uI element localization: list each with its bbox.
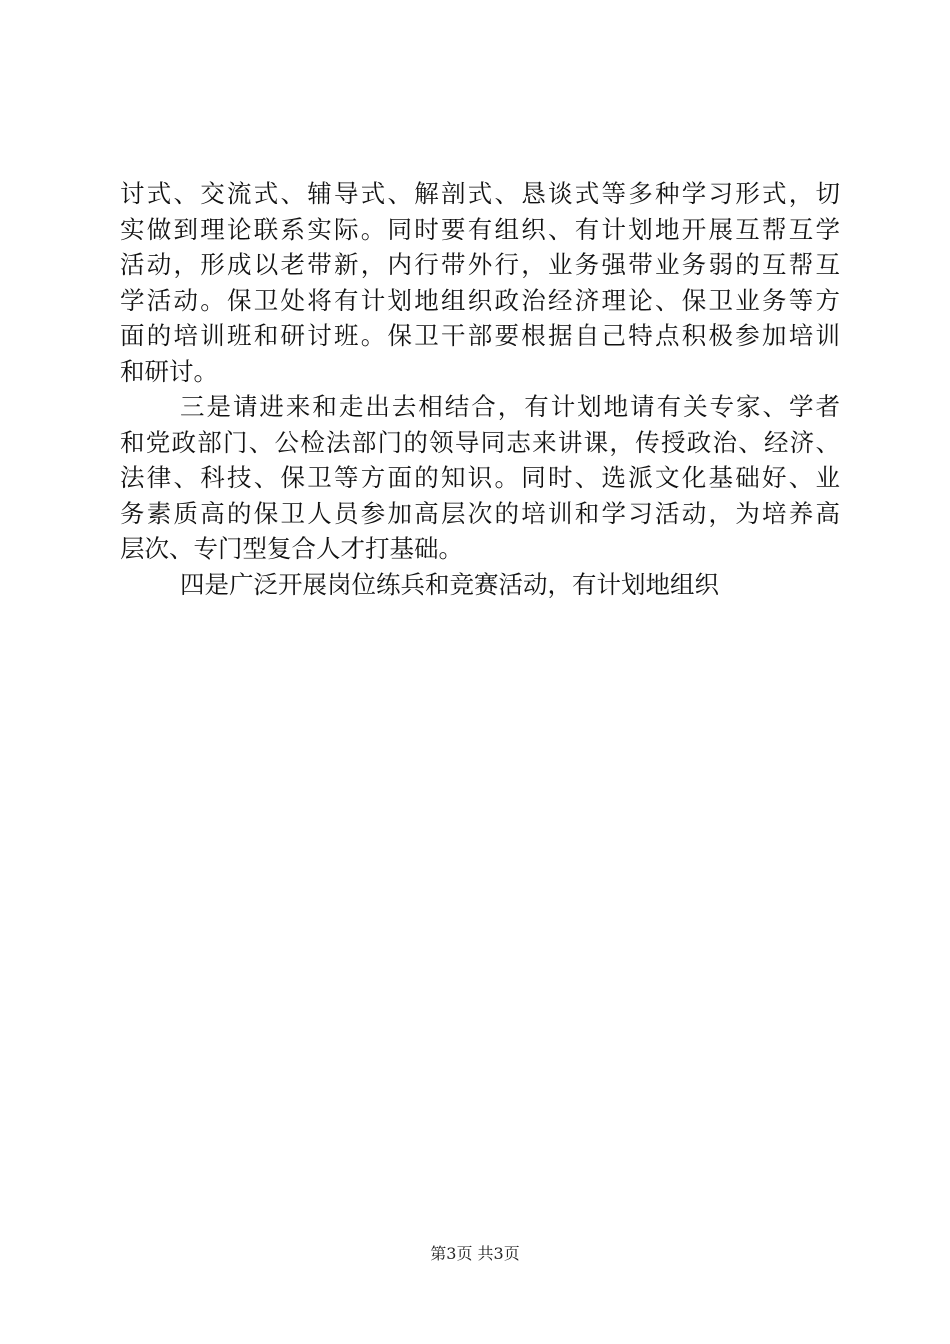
text-line: 学活动。保卫处将有计划地组织政治经济理论、保卫业务等方 xyxy=(120,285,840,315)
text-line: 面的培训班和研讨班。保卫干部要根据自己特点积极参加培训 xyxy=(120,321,840,350)
text-line: 法律、科技、保卫等方面的知识。同时、选派文化基础好、业 xyxy=(120,463,840,492)
page-number-footer: 第3页 共3页 xyxy=(430,1244,520,1263)
text-line: 活动，形成以老带新，内行带外行，业务强带业务弱的互帮互 xyxy=(120,250,840,279)
paragraph-start-line: 三是请进来和走出去相结合，有计划地请有关专家、学者 xyxy=(180,392,840,421)
text-line: 讨式、交流式、辅导式、解剖式、恳谈式等多种学习形式，切 xyxy=(120,179,840,208)
text-line: 实做到理论联系实际。同时要有组织、有计划地开展互帮互学 xyxy=(120,214,840,244)
paragraph-start-line: 四是广泛开展岗位练兵和竞赛活动，有计划地组织 xyxy=(180,569,719,599)
text-line: 和研讨。 xyxy=(120,356,218,386)
text-line: 层次、专门型复合人才打基础。 xyxy=(120,534,463,563)
text-line: 和党政部门、公检法部门的领导同志来讲课，传授政治、经济、 xyxy=(120,427,840,457)
text-line: 务素质高的保卫人员参加高层次的培训和学习活动，为培养高 xyxy=(120,498,840,528)
body-text xyxy=(120,176,840,602)
